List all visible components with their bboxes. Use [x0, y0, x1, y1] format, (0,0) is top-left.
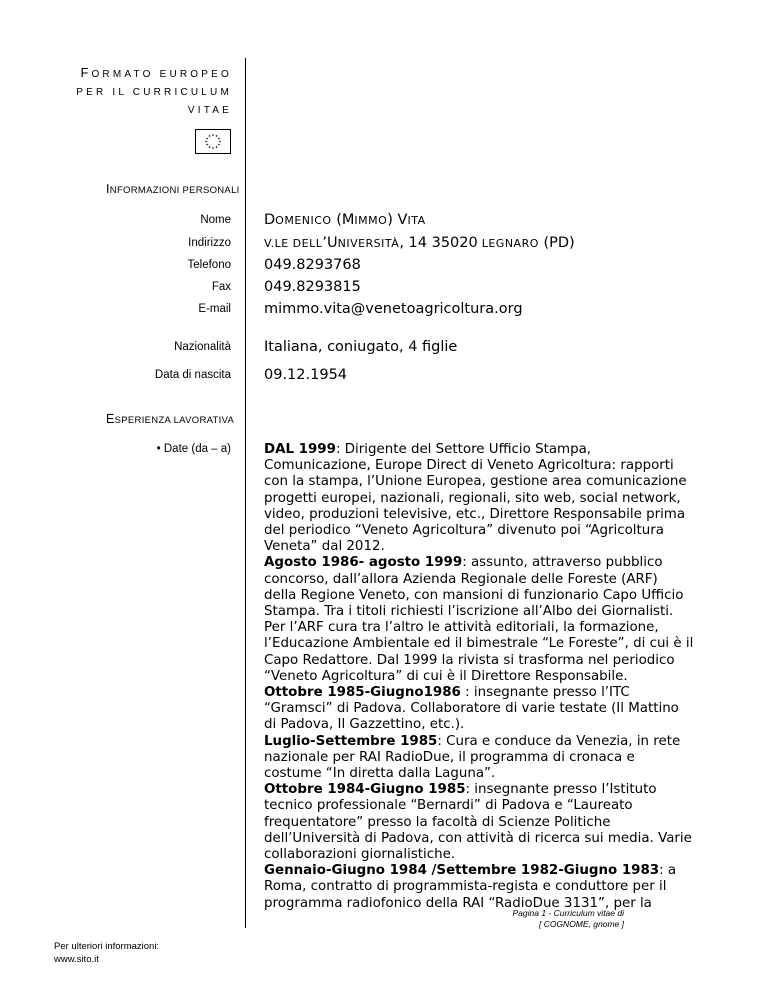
label-email: E-mail — [198, 303, 231, 315]
label-nome: Nome — [200, 214, 231, 226]
section-work-experience: ESPERIENZA LAVORATIVA — [106, 412, 235, 426]
work-entry: DAL 1999: Dirigente del Settore Ufficio Stampa, Comunicazione, Europe Direct di Veneto Agricoltura: rapporti con la stampa, l’Unione Europea, gestione area comunicazione progetti europei, nazionali, regionali, sito web, social network, video, produzioni televisive, etc., Direttore Responsabile prima del periodico “Veneto Agricoltura” divenuto poi “Agricoltura Veneta” dal 2012. — [264, 442, 687, 555]
work-entry: Ottobre 1984-Giugno 1985: insegnante presso l’Istituto tecnico professionale “Bernardi” di Padova e “Laureato frequentatore” presso la facoltà di Scienze Politiche dell’Università di Padova, con attività di ricerca sui media. Varie collaborazioni giornalistiche. — [264, 782, 692, 863]
label-date: • Date (da – a) — [156, 443, 231, 455]
website-link[interactable]: www.sito.it — [54, 954, 99, 965]
label-fax: Fax — [211, 281, 231, 293]
cv-format-title-line1: FORMATO EUROPEO — [80, 65, 232, 80]
cv-format-title — [76, 64, 232, 120]
work-entry: Luglio-Settembre 1985: Cura e conduce da Venezia, in rete nazionale per RAI RadioDue, il programma di cronaca e costume “In diretta dalla Laguna”. — [264, 733, 681, 782]
column-divider — [245, 58, 246, 928]
label-telefono: Telefono — [187, 259, 231, 271]
label-indirizzo: Indirizzo — [188, 237, 231, 249]
value-indirizzo: V.LE DELL’UNIVERSITÀ, 14 35020 LEGNARO (PD) — [264, 235, 575, 251]
label-data-nascita: Data di nascita — [154, 369, 231, 381]
cv-format-title-line2: PER IL CURRICULUM — [76, 87, 232, 98]
value-fax: 049.8293815 — [264, 279, 361, 295]
work-entry: Ottobre 1985-Giugno1986 : insegnante presso l’ITC “Gramsci” di Padova. Collaboratore di varie testate (Il Mattino di Padova, Il Gazzettino, etc.). — [264, 685, 679, 733]
work-entry: Agosto 1986- agosto 1999: assunto, attraverso pubblico concorso, dall’allora Azienda Regionale delle Foreste (ARF) della Regione Veneto, con mansioni di funzionario Capo Ufficio Stampa. Tra i titoli richiesti l’iscrizione all’Albo dei Giornalisti. Per l’ARF cura tra l’altro le attività editoriali, la formazione, l’Educazione Ambientale ed il bimestrale “Le Foreste”, di cui è il Capo Redattore. Dal 1999 la rivista si trasforma nel periodico “Veneto Agricoltura” di cui è il Direttore Responsabile. — [264, 555, 694, 684]
value-telefono: 049.8293768 — [264, 257, 361, 273]
eu-flag-icon — [195, 129, 231, 154]
work-entry: Gennaio-Giugno 1984 /Settembre 1982-Giugno 1983: a Roma, contratto di programmista-regista e conduttore per il programma radiofonico della RAI “RadioDue 3131”, per la — [264, 863, 677, 911]
value-data-nascita: 09.12.1954 — [264, 367, 348, 383]
section-personal-info: INFORMAZIONI PERSONALI — [106, 182, 240, 196]
page-footer: Pagina 1 - Curriculum vitae di [ COGNOME, gnome ] — [512, 908, 624, 929]
label-nazionalita: Nazionalità — [174, 341, 231, 353]
cv-format-title-line3: VITAE — [187, 105, 232, 116]
further-info: Per ulteriori informazioni: www.sito.it — [54, 941, 160, 965]
work-experience-text — [264, 442, 694, 912]
value-nome: DOMENICO (MIMMO) VITA — [264, 212, 426, 228]
value-email: mimmo.vita@venetoagricoltura.org — [264, 301, 523, 317]
eu-stars — [205, 134, 221, 149]
value-nazionalita: Italiana, coniugato, 4 figlie — [264, 339, 458, 355]
